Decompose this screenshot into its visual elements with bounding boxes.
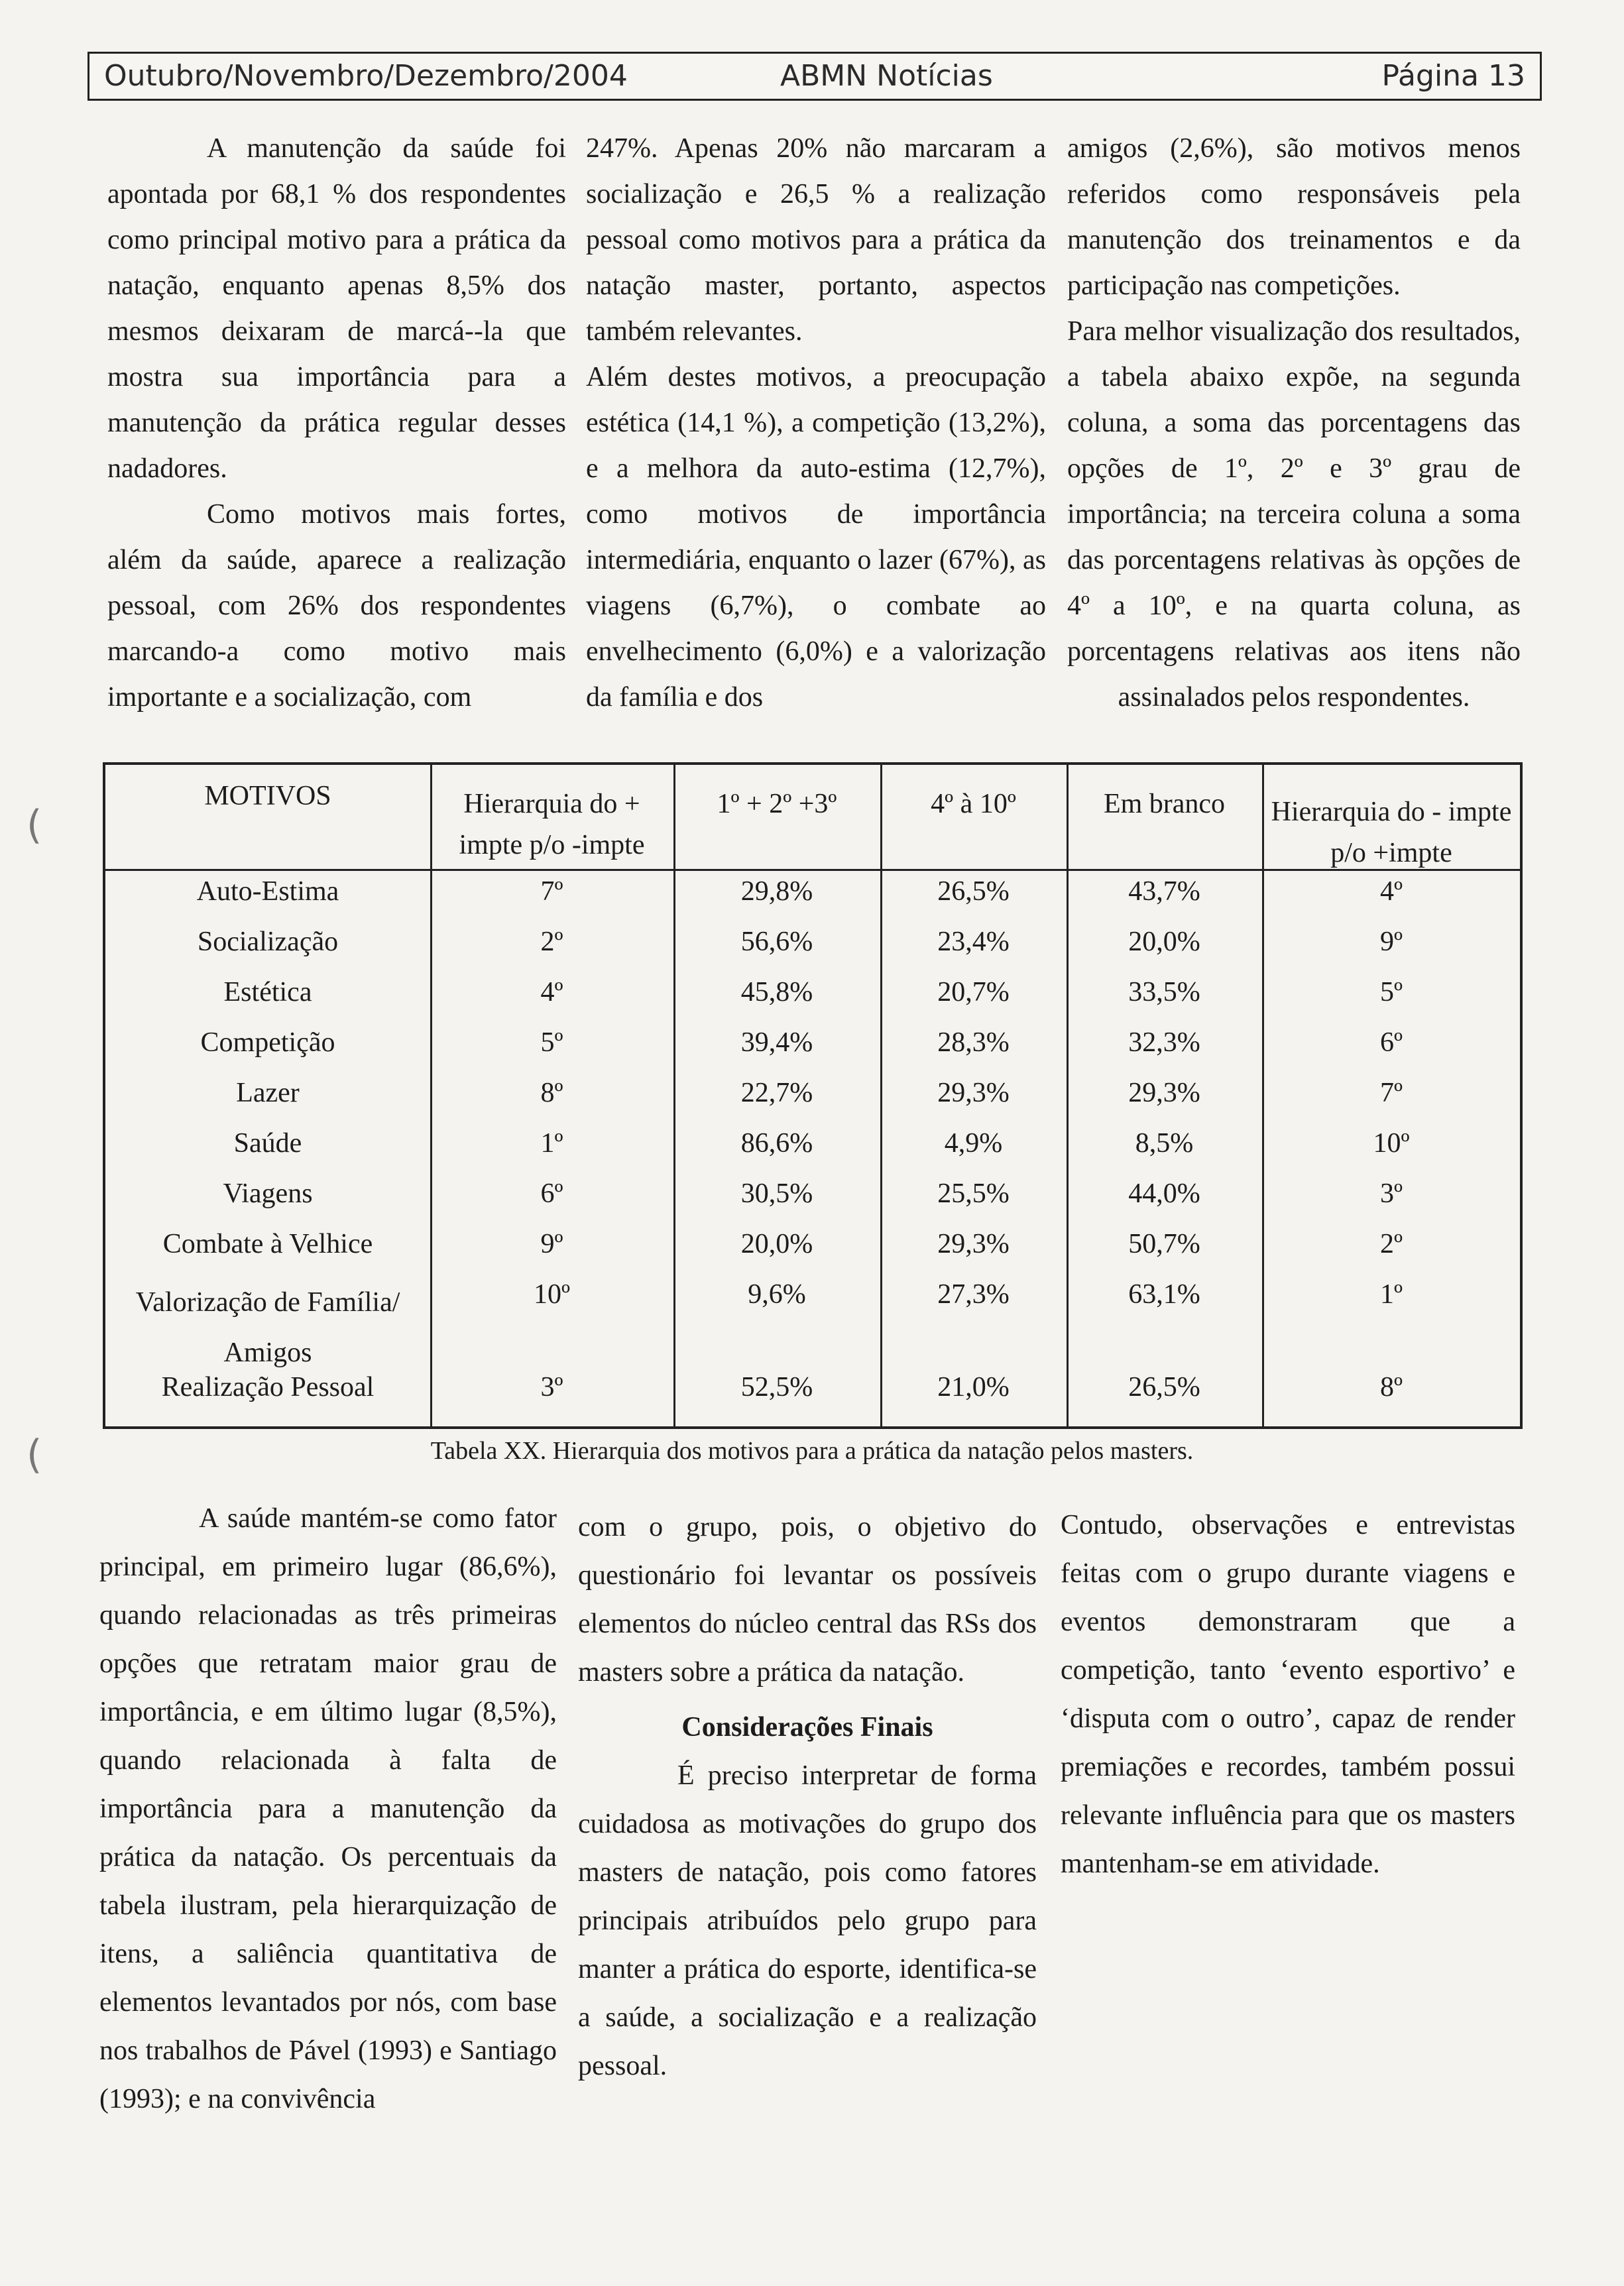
table-cell: 3º xyxy=(540,1372,563,1402)
paragraph: 247%. Apenas 20% não marcaram a socialização e 26,5 % a realização pessoal como motivos para a prática da natação master, portanto, aspectos também relevantes. xyxy=(586,133,1046,347)
table-cell: 5º xyxy=(540,1027,563,1058)
table-cell: 43,7% xyxy=(1128,876,1200,907)
table-cell: 4º xyxy=(540,977,563,1007)
paragraph: A manutenção da saúde foi apontada por 68,1 % dos respondentes como principal motivo para a prática da natação, enquanto apenas 8,5% dos mesmos deixaram de marcá--la que mostra sua importância para a manutenção da prática regular desses nadadores. xyxy=(107,133,566,484)
paragraph: com o grupo, pois, o objetivo do questionário foi levantar os possíveis elementos do núcleo central das RSs dos masters sobre a prática da natação. xyxy=(578,1512,1037,1687)
table-cell: 8,5% xyxy=(1135,1128,1194,1159)
table-cell: 6º xyxy=(1379,1027,1403,1058)
binding-mark: ( xyxy=(27,1432,42,1478)
table-cell: 7º xyxy=(540,876,563,907)
table-cell: 3º xyxy=(1379,1178,1403,1209)
paragraph: Além destes motivos, a preocupação estética (14,1 %), a competição (13,2%), e a melhora da auto-estima (12,7%), como motivos de importância intermediária, enquanto o lazer (67%), as viagens (6,7%), o combate ao envelhecimento (6,0%) e a valorização da família e dos xyxy=(586,362,1046,713)
table-cell: 1º xyxy=(540,1128,563,1159)
table-cell-motivo: Combate à Velhice xyxy=(162,1229,373,1259)
page-number: Página 13 xyxy=(1381,59,1525,93)
table-cell: 22,7% xyxy=(740,1078,813,1108)
top-column-1 xyxy=(107,126,566,720)
paragraph: Como motivos mais fortes, além da saúde, aparece a realização pessoal, com 26% dos respondentes marcando-a como motivo mais importante e a socialização, com xyxy=(107,499,566,713)
table-cell-motivo: Saúde xyxy=(233,1128,302,1159)
table-cell-motivo: Socialização xyxy=(197,927,339,957)
header-4-10: 4º à 10º xyxy=(931,789,1016,819)
table-cell: 20,0% xyxy=(1128,927,1200,957)
page-header xyxy=(87,52,1542,101)
table-cell: 2º xyxy=(540,927,563,957)
table-cell-motivo: Lazer xyxy=(236,1078,300,1108)
binding-mark: ( xyxy=(27,802,42,848)
top-column-3 xyxy=(1067,126,1521,720)
header-motivos: MOTIVOS xyxy=(204,781,331,811)
table-cell: 29,3% xyxy=(1128,1078,1200,1108)
table-cell: 45,8% xyxy=(740,977,813,1007)
bottom-column-2 xyxy=(578,1503,1037,2090)
table-cell-motivo: Viagens xyxy=(223,1178,313,1209)
table-cell: 6º xyxy=(540,1178,563,1209)
bottom-column-1 xyxy=(99,1495,557,2124)
table-cell: 9,6% xyxy=(748,1279,806,1310)
table-cell: 8º xyxy=(540,1078,563,1108)
table-cell: 28,3% xyxy=(937,1027,1010,1058)
table-cell: 29,8% xyxy=(740,876,813,907)
table-cell: 33,5% xyxy=(1128,977,1200,1007)
publication-name: ABMN Notícias xyxy=(780,59,993,93)
paragraph: Contudo, observações e entrevistas feitas com o grupo durante viagens e eventos demonstraram que a competição, tanto ‘evento esportivo’ e ‘disputa com o outro’, capaz de render premiações e recordes, também possui relevante influência para que os masters mantenham-se em atividade. xyxy=(1061,1510,1515,1879)
table-cell: 56,6% xyxy=(740,927,813,957)
table-cell: 20,0% xyxy=(740,1229,813,1259)
paragraph: É preciso interpretar de forma cuidadosa as motivações do grupo dos masters de natação, pois como fatores principais atribuídos pelo grupo para manter a prática do esporte, identifica-se a saúde, a socialização e a realização pessoal. xyxy=(578,1760,1037,2081)
table-cell: 7º xyxy=(1379,1078,1403,1108)
table-cell: 23,4% xyxy=(937,927,1010,957)
table-cell: 86,6% xyxy=(740,1128,813,1159)
section-title: Considerações Finais xyxy=(681,1712,933,1743)
top-column-2 xyxy=(586,126,1046,720)
table-caption: Tabela XX. Hierarquia dos motivos para a prática da natação pelos masters. xyxy=(430,1437,1194,1465)
table-cell: 2º xyxy=(1379,1229,1403,1259)
table-cell: 39,4% xyxy=(740,1027,813,1058)
table-cell: 52,5% xyxy=(740,1372,813,1402)
table-cell: 44,0% xyxy=(1128,1178,1200,1209)
table-cell-motivo: Auto-Estima xyxy=(196,876,339,907)
header-em-branco: Em branco xyxy=(1103,789,1226,819)
table-cell: 9º xyxy=(1379,927,1403,957)
table-cell: 50,7% xyxy=(1128,1229,1200,1259)
table-cell: 5º xyxy=(1379,977,1403,1007)
header-hierarquia-desc: Hierarquia do - impte p/o +impte xyxy=(1271,797,1512,868)
table-cell: 27,3% xyxy=(937,1279,1010,1310)
bottom-column-3 xyxy=(1061,1501,1515,1888)
paragraph: amigos (2,6%), são motivos menos referidos como responsáveis pela manutenção dos treinamentos e da participação nas competições. xyxy=(1067,133,1521,301)
table-cell-motivo: Valorização de Família/ Amigos xyxy=(135,1287,400,1368)
table-cell: 32,3% xyxy=(1128,1027,1200,1058)
table-cell: 20,7% xyxy=(937,977,1010,1007)
table-cell: 26,5% xyxy=(1128,1372,1200,1402)
paragraph: Para melhor visualização dos resultados, a tabela abaixo expõe, na segunda coluna, a soma das porcentagens das opções de 1º, 2º e 3º grau de importância; na terceira coluna a soma das porcentagens relativas às opções de 4º a 10º, e na quarta coluna, as porcentagens relativas aos itens não assinalados pelos respondentes. xyxy=(1067,316,1521,713)
table-cell: 4,9% xyxy=(944,1128,1003,1159)
table-cell-motivo: Competição xyxy=(200,1027,335,1058)
table-cell: 26,5% xyxy=(937,876,1010,907)
table-cell: 30,5% xyxy=(740,1178,813,1209)
table-cell: 63,1% xyxy=(1128,1279,1200,1310)
issue-date: Outubro/Novembro/Dezembro/2004 xyxy=(104,59,628,93)
table-cell: 8º xyxy=(1379,1372,1403,1402)
motives-table xyxy=(103,762,1523,1429)
paragraph: A saúde mantém-se como fator principal, em primeiro lugar (86,6%), quando relacionadas as três primeiras opções que retratam maior grau de importância, e em último lugar (8,5%), quando relacionada à falta de importância para a manutenção da prática da natação. Os percentuais da tabela ilustram, pela hierarquização de itens, a saliência quantitativa de elementos levantados por nós, com base nos trabalhos de Pável (1993) e Santiago (1993); e na convivência xyxy=(99,1503,557,2114)
table-cell: 10º xyxy=(533,1279,571,1310)
table-cell: 21,0% xyxy=(937,1372,1010,1402)
table-cell: 10º xyxy=(1373,1128,1410,1159)
header-hierarquia-asc: Hierarquia do + impte p/o -impte xyxy=(459,789,645,860)
table-cell: 4º xyxy=(1379,876,1403,907)
header-1-3: 1º + 2º +3º xyxy=(717,789,837,819)
table-cell: 29,3% xyxy=(937,1078,1010,1108)
table-cell: 1º xyxy=(1379,1279,1403,1310)
table-cell: 29,3% xyxy=(937,1229,1010,1259)
table-cell-motivo: Estética xyxy=(223,977,312,1007)
table-cell: 25,5% xyxy=(937,1178,1010,1209)
table-cell: 9º xyxy=(540,1229,563,1259)
table-cell-motivo: Realização Pessoal xyxy=(161,1372,375,1402)
